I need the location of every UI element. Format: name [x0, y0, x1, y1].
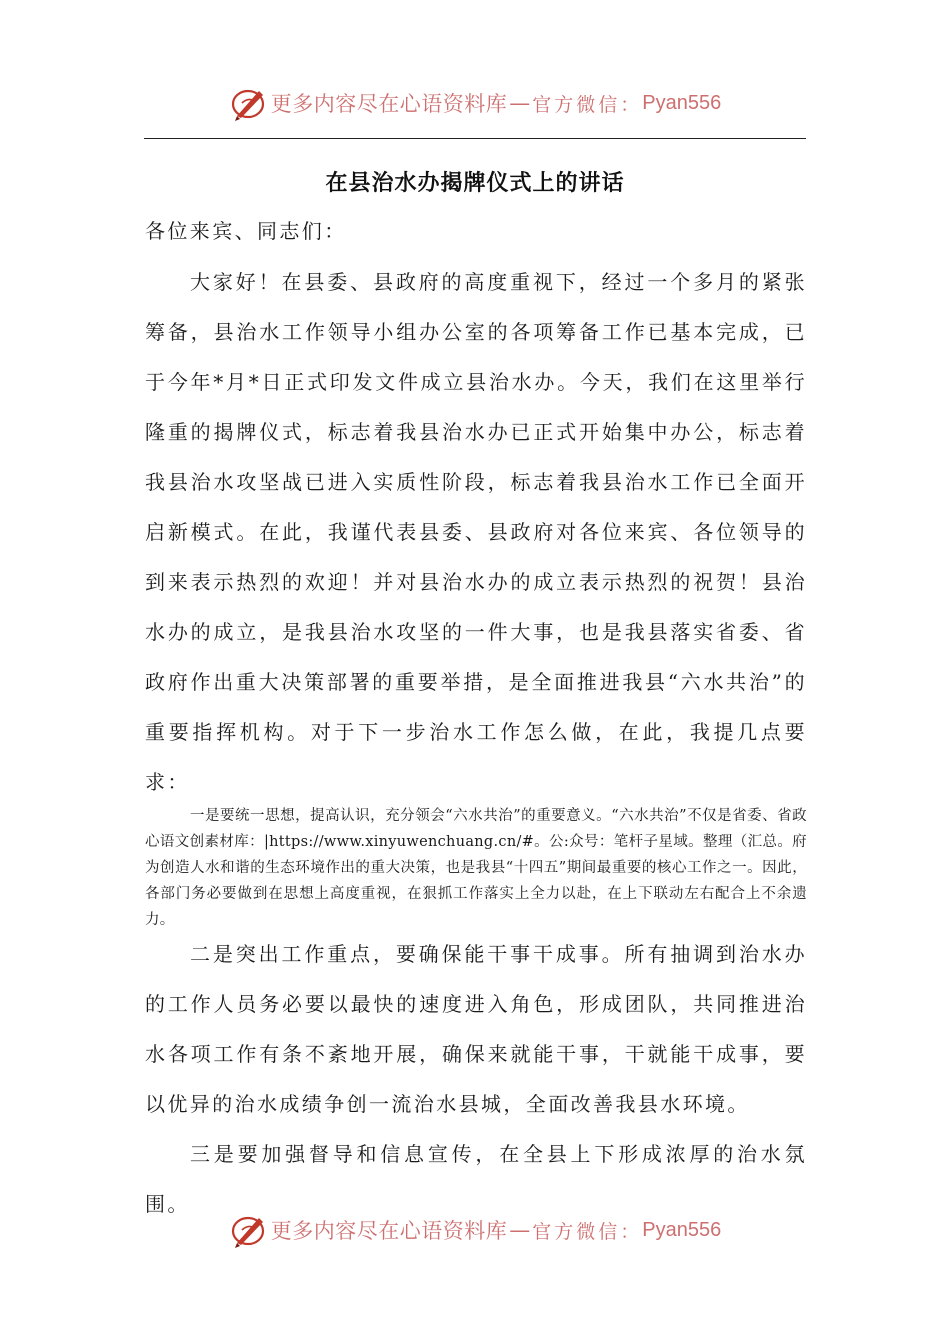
- banner-dash: —: [509, 91, 531, 115]
- banner-wechat-id: Pyan556: [642, 91, 722, 114]
- banner-dash: —: [509, 1218, 531, 1242]
- pen-nib-logo-icon: [229, 1210, 269, 1250]
- greeting: 各位来宾、同志们：: [145, 219, 347, 243]
- header-banner: [0, 78, 950, 128]
- banner-wechat-label: 官方微信：: [532, 93, 643, 116]
- banner-wechat-id: Pyan556: [642, 1218, 722, 1241]
- document-title: 在县治水办揭牌仪式上的讲话: [325, 171, 625, 196]
- paragraph-point-two: 二是突出工作重点，要确保能干事干成事。所有抽调到治水办的工作人员务必要以最快的速度进入角色，形成团队，共同推进治水各项工作有条不紊地开展，确保来就能干事，干就能干成事，要以优异的治水成绩争创一流治水县城，全面改善我县水环境。: [145, 942, 807, 1116]
- banner-text: 更多内容尽在心语资料库: [270, 92, 508, 116]
- footer-banner: [0, 1205, 950, 1255]
- banner-wechat-label: 官方微信：: [532, 1220, 643, 1243]
- paragraph-point-one: 一是要统一思想，提高认识，充分领会“六水共治”的重要意义。“六水共治”不仅是省委、省政心语文创素材库：|https://www.xinyuwenchuang.cn/#。公:众号：笔杆子星域。整理（汇总。府为创造人水和谐的生态环境作出的重大决策，也是我县“十四五”期间最重要的核心工作之一。因此，各部门务必要做到在思想上高度重视，在狠抓工作落实上全力以赴，在上下联动左右配合上不余遗力。: [145, 808, 807, 928]
- banner-text: 更多内容尽在心语资料库: [270, 1219, 508, 1243]
- pen-nib-logo-icon: [229, 83, 269, 123]
- paragraph-opening: 大家好！在县委、县政府的高度重视下，经过一个多月的紧张筹备，县治水工作领导小组办公室的各项筹备工作已基本完成，已于今年*月*日正式印发文件成立县治水办。今天，我们在这里举行隆重的揭牌仪式，标志着我县治水办已正式开始集中办公，标志着我县治水攻坚战已进入实质性阶段，标志着我县治水工作已全面开启新模式。在此，我谨代表县委、县政府对各位来宾、各位领导的到来表示热烈的欢迎！并对县治水办的成立表示热烈的祝贺！县治水办的成立，是我县治水攻坚的一件大事，也是我县落实省委、省政府作出重大决策部署的重要举措，是全面推进我县“六水共治”的重要指挥机构。对于下一步治水工作怎么做，在此，我提几点要求：: [145, 270, 807, 794]
- paragraph-point-three: 三是要加强督导和信息宣传，在全县上下形成浓厚的治水氛围。: [145, 1142, 807, 1216]
- header-divider: [144, 138, 806, 139]
